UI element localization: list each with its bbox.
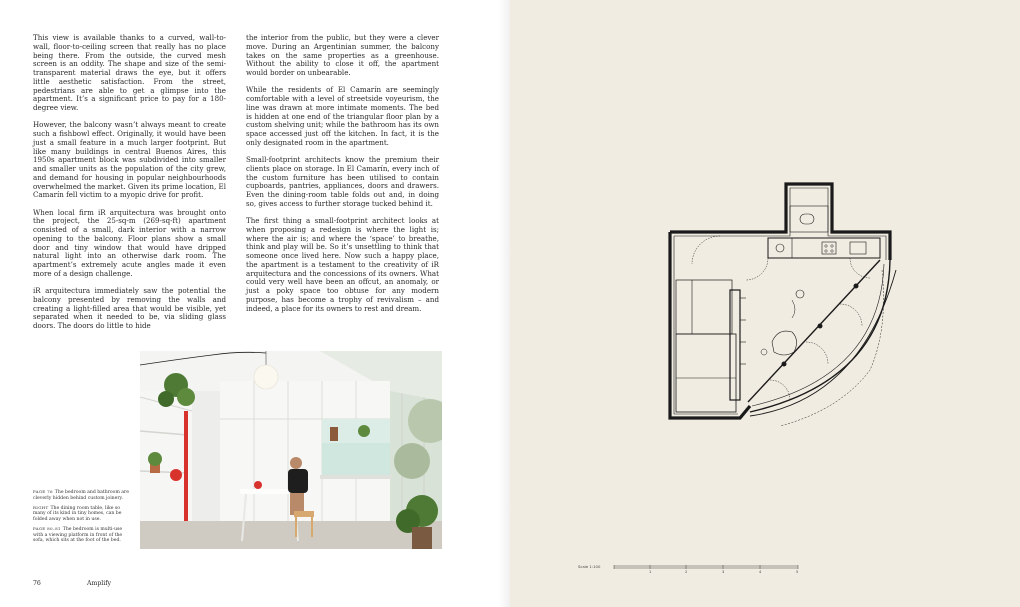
- caption-key: PAGE 80–81: [33, 525, 61, 531]
- scale-tick-label: 3: [722, 570, 725, 574]
- text-column-1: [33, 34, 226, 339]
- scale-tick-label: 1: [649, 570, 652, 574]
- floor-plan: [660, 180, 900, 452]
- scale-tick-label: 5: [796, 570, 799, 574]
- text-column-2: [246, 34, 439, 322]
- photo-captions: [33, 489, 133, 547]
- scale-bar: [578, 563, 808, 583]
- section-title: Amplify: [87, 580, 112, 587]
- scale-tick-label: 4: [759, 570, 762, 574]
- scale-bar-graphic: [578, 563, 808, 571]
- caption-key: RIGHT: [33, 504, 49, 510]
- paragraph: the interior from the public, but they were a clever move. During an Argentinian summer, the balcony takes on the same properties as a greenhouse. Without the ability to close it off, the apartment would border on unbearable.: [246, 33, 439, 77]
- caption: [33, 505, 133, 523]
- caption-text: The bedroom and bathroom are cleverly hidden behind custom joinery.: [33, 490, 129, 501]
- paragraph: However, the balcony wasn’t always meant to create such a fishbowl effect. Originally, it would have been just a small feature in a much larger footprint. But like many buildings in central Buenos Aires, this 1950s apartment block was subdivided into smaller and smaller units as the population of the city grew, and demand for housing in popular neighbourhoods overwhelmed the market. Given its prime location, El Camarín fell victim to a myopic drive for profit.: [33, 120, 226, 200]
- paragraph: iR arquitectura immediately saw the potential the balcony presented by removing the walls and creating a light-filled area that would be visible, yet separated when it needed to be, via sliding glass doors. The doors do little to hide: [33, 286, 226, 330]
- paragraph: While the residents of El Camarín are seemingly comfortable with a level of streetside voyeurism, the line was drawn at more intimate moments. The bed is hidden at one end of the triangular floor plan by a custom shelving unit; while the bathroom has its own space accessed just off the kitchen. In fact, it is the only designated room in the apartment.: [246, 85, 439, 147]
- interior-photo-illustration: [140, 351, 442, 549]
- paragraph: When local firm iR arquitectura was brought onto the project, the 25-sq-m (269-sq-ft) apartment consisted of a small, dark interior with a narrow opening to the balcony. Floor plans show a small door and tiny window that would have dripped natural light into an otherwise dark room. The apartment’s extremely acute angles made it even more of a design challenge.: [33, 207, 226, 278]
- gutter-shadow: [498, 0, 510, 607]
- paragraph: The first thing a small-footprint architect looks at when proposing a redesign is where the light is; where the air is; and where the ‘space’ to breathe, think and play will be. So it’s unsettling to think that someone once lived here. Now such a happy place, the apartment is a testament to the creativity of iR arquitectura and the concessions of its owners. What could very well have been an offcut, an anomaly, or just a poky space too obtuse for any modern purpose, has become a trophy of revivalism – and indeed, a place for its owners to rest and dream.: [246, 216, 439, 313]
- scale-tick-label: 2: [685, 570, 688, 574]
- interior-photo: [140, 351, 442, 549]
- page-number: 76: [33, 580, 41, 587]
- caption: [33, 526, 133, 544]
- caption-key: PAGE 76: [33, 489, 53, 494]
- paragraph: This view is available thanks to a curved, wall-to-wall, floor-to-ceiling screen that really has no place being there. From the outside, the curved mesh screen is an oddity. The shape and size of the semi-transparent material draws the eye, but it offers little aesthetic satisfaction. From the street, pedestrians are able to get a glimpse into the apartment. It’s a significant price to pay for a 180-degree view.: [33, 33, 226, 112]
- caption: [33, 489, 133, 501]
- caption-text: The dining room table, like so many of its kind in tiny homes, can be folded away when not in use.: [33, 505, 122, 522]
- scale-label: Scale 1:100: [578, 564, 601, 569]
- paragraph: Small-footprint architects know the premium their clients place on storage. In El Camarín, every inch of the custom furniture has been utilised to contain cupboards, pantries, appliances, doors and drawers. Even the dining-room table folds out and, in doing so, gives access to further storage tucked behind it.: [246, 155, 439, 208]
- caption-text: The bedroom is multi-use with a viewing platform in front of the sofa, which sits at the foot of the bed.: [33, 526, 123, 544]
